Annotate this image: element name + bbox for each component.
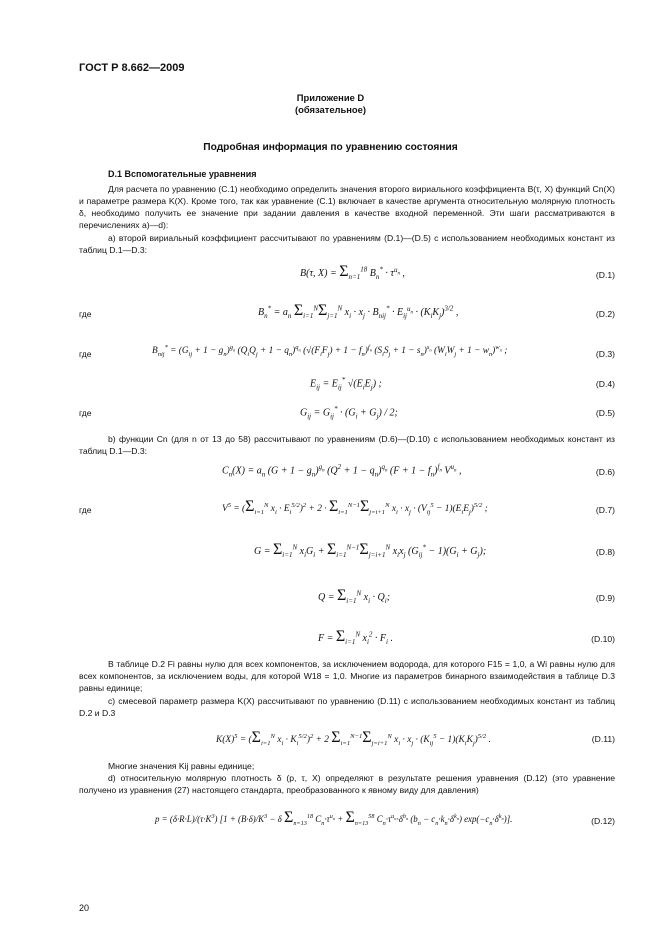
equation-d2: $B_n^* = a_n$ $\Sigma_{i=1}^N\Sigma_{j=1}^N$ $x_i \cdot x_j \cdot B_{nij}^* \cdot E_{ij}^{u_n} \cdot (K_iK_j)^{3/2}$ , <box>258 302 459 320</box>
paragraph-c: с) смесевой параметр размера K(X) рассчитывают по уравнению (D.11) с использованием необходимых констант из таблиц D.2 и D.3 <box>79 696 615 718</box>
equation-number: (D.6) <box>595 467 615 477</box>
equation-d5: $G_{ij} = G_{ij}^* \cdot (G_i + G_j) / 2$; <box>300 405 398 421</box>
equation-d10: $F = \Sigma_{i=1}^N$ $x_i^2 \cdot F_i$ . <box>318 628 393 646</box>
paragraph-table-note: В таблице D.2 Fi равны нулю для всех компонентов, за исключением водорода, для которого F15 = 1,0, а Wi равны нулю для всех компонентов, за исключением воды, для которой W18 = 1,0. Многие из параметров бинарного взаимодействия в таблице D.3 равны единице; <box>79 659 615 693</box>
equation-number: (D.9) <box>595 593 615 603</box>
paragraph-intro: Для расчета по уравнению (С.1) необходимо определить значения второго вириального коэффициента B(τ, X) функций Cn(X) и параметре размера K(X). Кроме того, так как уравнение (С.1) включает в качестве аргумента относительную молярную плотность δ, необходимо получить ее значение при задании давления в качестве входной переменной. Эти шаги рассматриваются в перечислениях а)—d): <box>79 184 615 230</box>
appendix-status: (обязательное) <box>295 104 366 115</box>
equation-number: (D.8) <box>595 547 615 557</box>
where-label: где <box>79 408 92 418</box>
equation-d12: $p = (\delta\cdot R\cdot L)/(\tau\cdot K^3) [1 + (B\cdot\delta)/K^3 - \delta$ $\Sigma_{n=13}^{18}$ $C_n\cdot\tau^{u_n} + \Sigma_{n=13}^{58}$ $C_n\cdot\tau^{u_n}\cdot\delta^{b_n}$ $(b_n - c_n\cdot k_n\cdot\delta^{k_n})$ $\exp(-c_n\cdot\delta^{k_n})$]. <box>155 809 513 827</box>
equation-number: (D.3) <box>595 349 615 359</box>
where-label: где <box>79 309 92 319</box>
equation-number: (D.7) <box>595 505 615 515</box>
equation-d1: B(τ, $X) = \Sigma_{n=1}^{18}$ $B_n^* \cdot \tau^{u_n}$ , <box>300 263 405 281</box>
document-code: ГОСТ Р 8.662—2009 <box>79 62 185 74</box>
equation-number: (D.11) <box>591 734 615 744</box>
equation-number: (D.10) <box>591 634 615 644</box>
paragraph-d: d) относительную молярную плотность δ (p, τ, X) определяют в результате решения уравнения (D.12) (это уравнение получено из уравнения (27) настоящего стандарта, преобразованного к явному виду для давления) <box>79 773 615 795</box>
paragraph-kij-note: Многие значения Kij равны единице; <box>108 761 255 771</box>
section-title: Подробная информация по уравнению состояния <box>203 142 458 153</box>
paragraph-a: а) второй вириальный коэффициент рассчитывают по уравнениям (D.1)—(D.5) с использованием необходимых констант из таблиц D.1—D.3: <box>79 233 615 255</box>
paragraph-b: b) функции Cn (для n от 13 до 58) рассчитывают по уравнениям (D.6)—(D.10) с использованием необходимых констант из таблиц D.1—D.3: <box>79 434 615 456</box>
equation-number: (D.1) <box>595 270 615 280</box>
equation-number: (D.5) <box>595 408 615 418</box>
equation-d6: $C_n(X) = a_n$ $(G + 1 - g_n)^{g_n}$ $(Q^2 + 1 - q_n)^{q_n}$ $(F + 1 - f_n)^{f_n}$ $V^{u_n}$ , <box>222 463 462 479</box>
subsection-title: D.1 Вспомогательные уравнения <box>108 169 257 179</box>
equation-number: (D.4) <box>595 379 615 389</box>
equation-d9: $Q = \Sigma_{i=1}^N$ $x_i \cdot Q_i$; <box>318 587 391 605</box>
equation-number: (D.2) <box>595 309 615 319</box>
equation-number: (D.12) <box>591 816 615 826</box>
equation-d4: $E_{ij} = E_{ij}^*$ $√(E_iE_j)$ ; <box>310 376 382 392</box>
where-label: где <box>79 505 92 515</box>
equation-d3: $B_{nij}^* = (G_{ij} + 1 - g_n)^{g_n}$ $(Q_iQ_j + 1 - q_n)^{q_n}$ $(√(F_iF_j) + 1 - f_n)^{f_n}$ $(S_iS_j + 1 - s_n)^{s_n}$ $(W_iW_j + 1 - w_n)^{w_n}$ ; <box>152 344 508 358</box>
where-label: где <box>79 349 92 359</box>
page-number: 20 <box>79 903 90 913</box>
equation-d11: $K(X)^5 = (\Sigma_{i=1}^N$ $x_i \cdot K_i^{5/2})^2 + 2$ $\Sigma_{i=1}^{N-1}\Sigma_{j=i+1}^N$ $x_i \cdot x_j \cdot (K_{ij}^5 - 1)(K_iK_j)^{5/2}$ . <box>216 729 491 747</box>
equation-d8: $G = \Sigma_{i=1}^N$ $x_iG_i + \Sigma_{i=1}^{N-1}\Sigma_{j=i+1}^N$ $x_ix_j$ $(G_{ij}^* - 1)(G_i + G_j)$; <box>254 541 487 559</box>
appendix-title: Приложение D <box>296 92 365 103</box>
equation-d7: $V^5 = (\Sigma_{i=1}^N$ $x_i \cdot E_i^{5/2})^2 + 2 \cdot \Sigma_{i=1}^{N-1}\Sigma_{j=i+1}^N$ $x_i \cdot x_j \cdot (V_{ij}^5 - 1)(E_iE_j)^{5/2}$ ; <box>222 498 488 516</box>
appendix-heading <box>0 92 661 116</box>
